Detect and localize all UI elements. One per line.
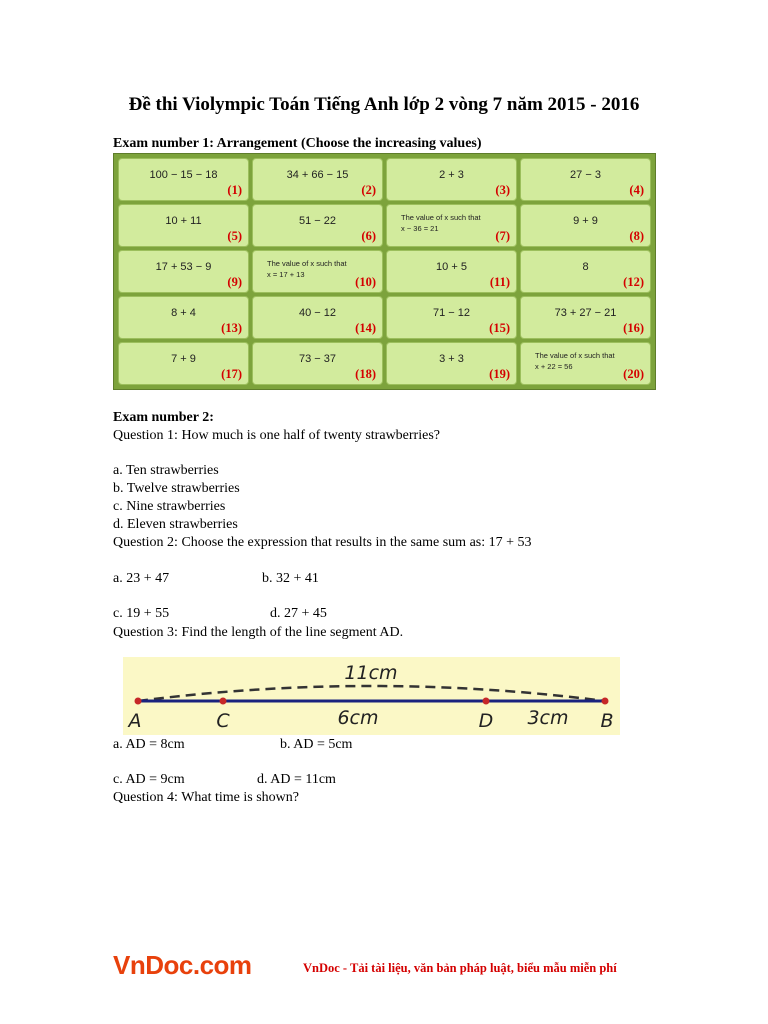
document-title: Đề thi Violympic Toán Tiếng Anh lớp 2 vòng 7 năm 2015 - 2016 [128, 94, 640, 115]
card-expression: 10 + 5 [436, 261, 467, 273]
q2-option-c: c. 19 + 55 [113, 606, 170, 621]
card-number: (18) [355, 367, 376, 381]
arrangement-card[interactable] [118, 158, 249, 201]
question-3: Question 3: Find the length of the line segment AD. [113, 625, 404, 640]
card-expression: 40 − 12 [298, 307, 336, 319]
card-expression: 10 + 11 [165, 215, 202, 227]
card-expression: The value of x such that x = 17 + 13 [267, 259, 347, 279]
card-number: (9) [227, 275, 242, 289]
card-expression: 27 − 3 [570, 169, 601, 181]
card-expression: 34 + 66 − 15 [286, 169, 349, 181]
q1-option-b: b. Twelve strawberries [113, 481, 240, 496]
card-number: (14) [355, 321, 376, 335]
card-number: (17) [221, 367, 242, 381]
total-length-arc [138, 686, 605, 701]
arrangement-card[interactable] [386, 296, 517, 339]
arrangement-card[interactable] [118, 296, 249, 339]
arrangement-card[interactable] [252, 158, 383, 201]
question-1: Question 1: How much is one half of twenty strawberries? [113, 428, 440, 443]
brand-tld: .com [192, 950, 252, 980]
q1-option-a: a. Ten strawberries [113, 463, 219, 478]
q3-option-c: c. AD = 9cm [113, 772, 185, 787]
card-expression: 2 + 3 [439, 169, 464, 181]
arrangement-card[interactable] [386, 204, 517, 247]
card-number: (8) [629, 229, 644, 243]
q1-option-d: d. Eleven strawberries [113, 517, 238, 532]
arrangement-card[interactable] [118, 204, 249, 247]
point-b-dot [602, 698, 609, 705]
card-number: (4) [629, 183, 644, 197]
card-expression: 3 + 3 [439, 353, 464, 365]
card-number: (19) [489, 367, 510, 381]
arrangement-card[interactable] [118, 250, 249, 293]
card-number: (20) [623, 367, 644, 381]
card-number: (1) [227, 183, 242, 197]
card-number: (15) [489, 321, 510, 335]
card-expression: 17 + 53 − 9 [155, 261, 212, 273]
card-expression: 7 + 9 [171, 353, 196, 365]
arrangement-card[interactable] [252, 250, 383, 293]
arrangement-card[interactable] [520, 296, 651, 339]
arrangement-card[interactable] [520, 158, 651, 201]
q2-option-b: b. 32 + 41 [262, 571, 319, 586]
q3-option-d: d. AD = 11cm [257, 772, 336, 787]
q2-option-a: a. 23 + 47 [113, 571, 170, 586]
card-number: (6) [361, 229, 376, 243]
point-b-label: B [600, 710, 614, 732]
footer-tagline: VnDoc - Tải tài liệu, văn bản pháp luật, biểu mẫu miễn phí [303, 961, 617, 975]
brand-main: VnDoc [113, 950, 193, 980]
exam2-heading: Exam number 2: [113, 410, 214, 425]
line-segment-diagram [123, 657, 620, 735]
arrangement-card[interactable] [386, 158, 517, 201]
arrangement-card[interactable] [252, 342, 383, 385]
card-number: (13) [221, 321, 242, 335]
arrangement-card[interactable] [520, 204, 651, 247]
card-number: (12) [623, 275, 644, 289]
card-expression: 51 − 22 [298, 215, 336, 227]
point-d-dot [483, 698, 490, 705]
card-number: (16) [623, 321, 644, 335]
line-segment-figure [123, 657, 620, 735]
card-number: (7) [495, 229, 510, 243]
card-expression: The value of x such that x − 36 = 21 [401, 213, 481, 233]
point-a-label: A [128, 710, 142, 732]
point-c-label: C [216, 710, 230, 732]
card-expression: 71 − 12 [432, 307, 470, 319]
q2-option-d: d. 27 + 45 [270, 606, 327, 621]
arrangement-card[interactable] [386, 342, 517, 385]
db-length-label: 3cm [527, 707, 569, 729]
card-number: (11) [489, 275, 510, 289]
card-number: (2) [361, 183, 376, 197]
arrangement-card[interactable] [252, 204, 383, 247]
exam1-heading: Exam number 1: Arrangement (Choose the increasing values) [113, 136, 482, 151]
card-expression: 9 + 9 [573, 215, 598, 227]
q3-option-a: a. AD = 8cm [113, 737, 185, 752]
card-expression: 8 [582, 261, 589, 273]
card-expression: 100 − 15 − 18 [149, 169, 218, 181]
q1-option-c: c. Nine strawberries [113, 499, 226, 514]
arrangement-card[interactable] [520, 342, 651, 385]
vndoc-logo[interactable] [113, 950, 252, 981]
point-a-dot [135, 698, 142, 705]
q3-option-b: b. AD = 5cm [280, 737, 353, 752]
card-number: (5) [227, 229, 242, 243]
arrangement-card[interactable] [118, 342, 249, 385]
question-4: Question 4: What time is shown? [113, 790, 299, 805]
card-number: (10) [355, 275, 376, 289]
total-length-label: 11cm [344, 662, 398, 684]
card-expression: 8 + 4 [171, 307, 196, 319]
card-expression: 73 + 27 − 21 [554, 307, 617, 319]
card-expression: The value of x such that x + 22 = 56 [535, 351, 615, 371]
question-2: Question 2: Choose the expression that results in the same sum as: 17 + 53 [113, 535, 532, 550]
card-number: (3) [495, 183, 510, 197]
arrangement-card[interactable] [252, 296, 383, 339]
arrangement-card[interactable] [520, 250, 651, 293]
card-expression: 73 − 37 [298, 353, 336, 365]
cd-length-label: 6cm [337, 707, 379, 729]
point-c-dot [220, 698, 227, 705]
arrangement-grid [113, 153, 656, 390]
point-d-label: D [478, 710, 494, 732]
arrangement-card[interactable] [386, 250, 517, 293]
